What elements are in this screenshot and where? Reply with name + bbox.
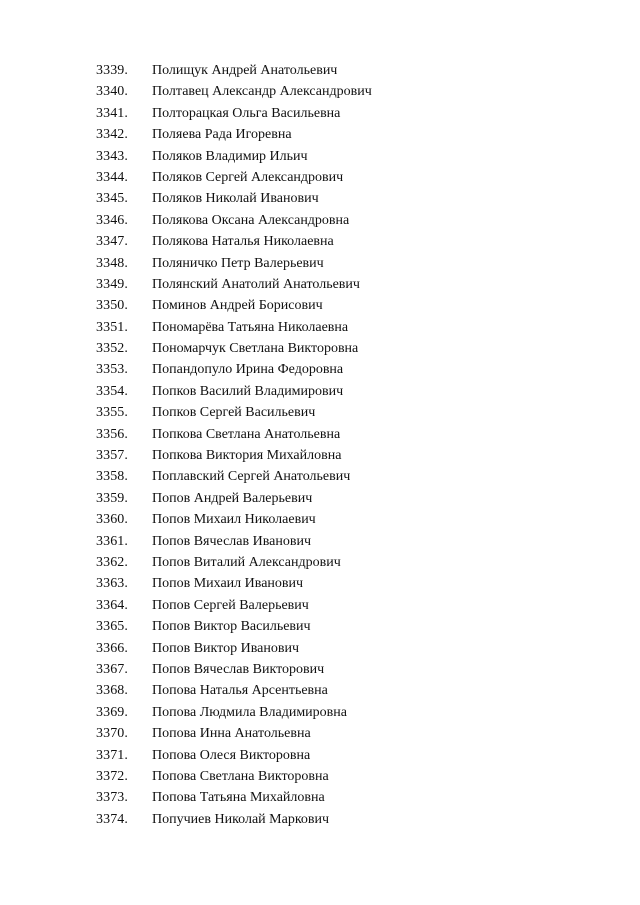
entry-name: Попова Татьяна Михайловна: [152, 790, 325, 806]
list-item: [96, 359, 372, 380]
entry-name: Поляков Сергей Александрович: [152, 169, 344, 185]
list-item: [96, 253, 372, 274]
entry-number: 3367.: [96, 661, 128, 677]
entry-name: Попкова Виктория Михайловна: [152, 448, 342, 464]
entry-number: 3342.: [96, 127, 128, 143]
list-item: [96, 402, 372, 423]
entry-number: 3344.: [96, 169, 128, 185]
entry-number: 3370.: [96, 726, 128, 742]
list-item: [96, 274, 372, 295]
entry-number: 3351.: [96, 319, 128, 335]
entry-name: Поляков Николай Иванович: [152, 191, 319, 207]
entry-name: Поляков Владимир Ильич: [152, 148, 308, 164]
list-item: [96, 317, 372, 338]
entry-name: Попов Андрей Валерьевич: [152, 490, 313, 506]
entry-number: 3363.: [96, 576, 128, 592]
list-item: [96, 745, 372, 766]
entry-number: 3341.: [96, 105, 128, 121]
entry-number: 3373.: [96, 790, 128, 806]
entry-name: Попов Виталий Александрович: [152, 554, 341, 570]
list-item: [96, 616, 372, 637]
entry-number: 3362.: [96, 554, 128, 570]
entry-name: Пономарчук Светлана Викторовна: [152, 341, 359, 357]
entry-name: Попучиев Николай Маркович: [152, 811, 330, 827]
entry-name: Полторацкая Ольга Васильевна: [152, 105, 341, 121]
entry-number: 3339.: [96, 63, 128, 78]
entry-name: Поминов Андрей Борисович: [152, 298, 323, 314]
list-item: [96, 531, 372, 552]
entry-number: 3360.: [96, 512, 128, 528]
list-item: [96, 787, 372, 808]
entry-name: Попова Инна Анатольевна: [152, 726, 311, 742]
entry-number: 3374.: [96, 811, 128, 827]
list-item: [96, 424, 372, 445]
list-item: [96, 488, 372, 509]
entry-number: 3371.: [96, 747, 128, 763]
list-item: [96, 466, 372, 487]
entry-name: Попов Михаил Иванович: [152, 576, 304, 592]
list-item: [96, 231, 372, 252]
entry-name: Попов Михаил Николаевич: [152, 512, 316, 528]
list-item: [96, 509, 372, 530]
list-item: [96, 81, 372, 102]
entry-number: 3346.: [96, 212, 128, 228]
entry-number: 3368.: [96, 683, 128, 699]
entry-name: Попкова Светлана Анатольевна: [152, 426, 341, 442]
list-item: [96, 167, 372, 188]
entry-name: Попов Вячеслав Викторович: [152, 661, 325, 677]
entry-number: 3345.: [96, 191, 128, 207]
entry-name: Попов Виктор Иванович: [152, 640, 299, 656]
entry-number: 3352.: [96, 341, 128, 357]
list-item: [96, 595, 372, 616]
entry-name: Полякова Наталья Николаевна: [152, 234, 334, 250]
entry-name: Попов Сергей Валерьевич: [152, 597, 309, 613]
list-item: [96, 146, 372, 167]
entry-number: 3354.: [96, 383, 128, 399]
list-item: [96, 809, 372, 830]
list-item: [96, 659, 372, 680]
entry-number: 3364.: [96, 597, 128, 613]
entry-name: Попков Сергей Васильевич: [152, 405, 316, 421]
entry-number: 3347.: [96, 234, 128, 250]
list-item: [96, 766, 372, 787]
entry-number: 3356.: [96, 426, 128, 442]
list-item: [96, 573, 372, 594]
entry-number: 3355.: [96, 405, 128, 421]
list-item: [96, 680, 372, 701]
entry-number: 3350.: [96, 298, 128, 314]
list-item: [96, 445, 372, 466]
list-item: [96, 60, 372, 81]
entry-number: 3348.: [96, 255, 128, 271]
entry-number: 3357.: [96, 448, 128, 464]
entry-name: Полтавец Александр Александрович: [152, 84, 372, 100]
entry-name: Попков Василий Владимирович: [152, 383, 344, 399]
entry-number: 3369.: [96, 704, 128, 720]
entry-name: Полякова Оксана Александровна: [152, 212, 350, 228]
list-item: [96, 552, 372, 573]
entry-number: 3366.: [96, 640, 128, 656]
entry-number: 3353.: [96, 362, 128, 378]
list-item: [96, 702, 372, 723]
list-item: [96, 188, 372, 209]
list-item: [96, 103, 372, 124]
entry-name: Поляева Рада Игоревна: [152, 127, 292, 143]
entry-name: Попова Светлана Викторовна: [152, 768, 329, 784]
entry-number: 3340.: [96, 84, 128, 100]
entry-name: Попова Людмила Владимировна: [152, 704, 347, 720]
entry-number: 3365.: [96, 619, 128, 635]
list-item: [96, 338, 372, 359]
entry-name: Попандопуло Ирина Федоровна: [152, 362, 344, 378]
entry-name: Попова Олеся Викторовна: [152, 747, 311, 763]
entry-number: 3361.: [96, 533, 128, 549]
list-item: [96, 381, 372, 402]
list-item: [96, 210, 372, 231]
entry-name: Поляничко Петр Валерьевич: [152, 255, 324, 271]
entry-number: 3372.: [96, 768, 128, 784]
entry-name: Полянский Анатолий Анатольевич: [152, 276, 360, 292]
entry-number: 3343.: [96, 148, 128, 164]
list-item: [96, 723, 372, 744]
entry-number: 3358.: [96, 469, 128, 485]
entry-name: Полищук Андрей Анатольевич: [152, 63, 338, 78]
entry-name: Пономарёва Татьяна Николаевна: [152, 319, 349, 335]
entry-number: 3359.: [96, 490, 128, 506]
entry-name: Попова Наталья Арсентьевна: [152, 683, 328, 699]
list-item: [96, 295, 372, 316]
list-item: [96, 124, 372, 145]
entry-name: Попов Виктор Васильевич: [152, 619, 311, 635]
entry-name: Попов Вячеслав Иванович: [152, 533, 312, 549]
list-item: [96, 638, 372, 659]
entry-number: 3349.: [96, 276, 128, 292]
name-list: [96, 60, 372, 830]
entry-name: Поплавский Сергей Анатольевич: [152, 469, 351, 485]
